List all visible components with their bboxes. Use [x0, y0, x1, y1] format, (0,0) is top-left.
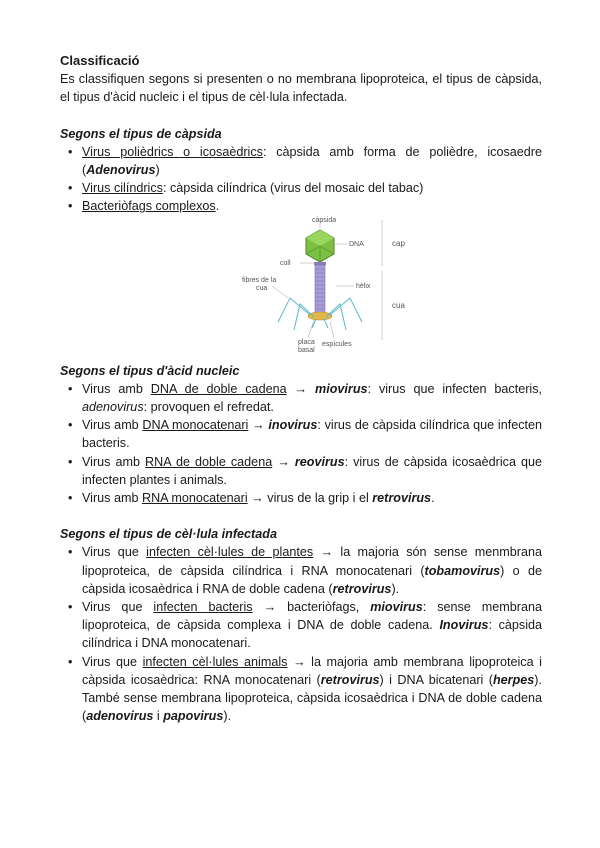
item-text: Virus amb	[82, 491, 142, 506]
item-text: → bacteriòfags,	[252, 600, 371, 615]
list-item	[60, 598, 542, 653]
item-text: : càpsida cilíndrica (virus del mosaic del tabac)	[162, 181, 424, 196]
nucleic-heading: Segons el tipus d'àcid nucleic	[60, 363, 240, 378]
term: infecten bacteris	[153, 600, 253, 615]
list-item	[60, 179, 542, 197]
item-text: : càpsida cilíndrica i DNA monocatenari.	[82, 618, 542, 651]
page-title: Classificació	[60, 53, 140, 68]
item-text: ) o de càpsida icosaèdrica i RNA de doble cadena (	[82, 563, 542, 596]
label-fibres-1: fibres de la	[242, 276, 277, 284]
label-placa-1: placa	[298, 338, 315, 346]
list-item	[60, 143, 542, 179]
item-text: Virus amb	[82, 418, 143, 433]
label-cua: cua	[392, 300, 405, 310]
item-text: ).	[391, 581, 400, 596]
bold-term: retrovirus	[372, 491, 432, 506]
label-dna: DNA	[349, 240, 364, 248]
item-text: : virus de càpsida cilíndrica que infecten bacteris.	[82, 418, 543, 451]
bold-term: papovirus	[163, 709, 224, 724]
cell-heading: Segons el tipus de cèl·lula infectada	[60, 527, 277, 542]
bacteriophage-diagram	[242, 216, 422, 354]
italic-term: adenovirus	[82, 400, 144, 415]
capsid-heading: Segons el tipus de càpsida	[60, 126, 222, 141]
item-text: → la majoria són sense menmbrana lipoproteica, de càpsida cilíndrica i RNA monocatenari (	[82, 545, 542, 578]
item-text: .	[215, 199, 220, 214]
item-text: → la majoria amb membrana lipoproteica i càpsida icosaèdrica: RNA monocatenari (	[82, 654, 542, 687]
item-text: Virus amb	[82, 454, 146, 469]
item-text: Virus que	[82, 545, 147, 560]
bold-term: retrovirus	[332, 581, 392, 596]
capsid-list	[60, 143, 542, 216]
bold-term: retrovirus	[320, 672, 380, 687]
item-text: i	[153, 709, 164, 724]
term: infecten cèl·lules de plantes	[146, 545, 314, 560]
label-cap: cap	[392, 238, 405, 248]
term: DNA de doble cadena	[150, 381, 287, 396]
label-helix: hèlix	[356, 282, 371, 290]
term: DNA monocatenari	[142, 418, 249, 433]
item-text: ).	[223, 709, 232, 724]
item-text: ) i DNA bicatenari (	[379, 672, 493, 687]
collar	[314, 262, 326, 265]
label-placa-2: basal	[298, 346, 315, 354]
bold-term: tobamovirus	[424, 563, 501, 578]
nucleic-list	[60, 380, 542, 507]
bacteriophage-figure	[60, 216, 542, 354]
item-text: : virus que infecten bacteris,	[367, 381, 543, 396]
item-text: virus de la grip i el	[267, 491, 373, 506]
term: Virus cilíndrics	[82, 181, 163, 196]
arrow: →	[272, 454, 295, 469]
item-text: .	[431, 491, 435, 506]
intro-paragraph: Es classifiquen segons si presenten o no membrana lipoproteica, el tipus de càpsida, el tipus d'àcid nucleic i el tipus de cèl·lula infectada.	[60, 72, 542, 105]
term: Virus polièdrics o icosaèdrics	[82, 144, 263, 159]
list-item	[60, 416, 542, 452]
item-text: : virus de càpsida icosaèdrica que infecten plantes i animals.	[82, 454, 543, 487]
bold-term: inovirus	[268, 418, 318, 433]
term: infecten cèl·lules animals	[142, 654, 288, 669]
bold-term: adenovirus	[86, 709, 154, 724]
item-text: : càpsida amb forma de polièdre, icosaedre (	[82, 144, 542, 178]
term: RNA monocatenari	[141, 491, 248, 506]
item-text: ). També sense membrana lipoproteica, càpsida icosaèdrica i DNA de doble cadena (	[82, 672, 542, 724]
list-item	[60, 453, 542, 489]
label-fibres-2: cua	[256, 284, 268, 292]
arrow: →	[247, 491, 268, 506]
list-item	[60, 197, 542, 215]
item-text: )	[155, 163, 160, 178]
bold-term: miovirus	[370, 600, 423, 615]
label-capsida: càpsida	[312, 216, 337, 224]
label-coll: coll	[280, 259, 291, 267]
item-text: Virus que	[82, 600, 154, 615]
list-item	[60, 380, 542, 416]
arrow: →	[286, 381, 316, 396]
item-text: : provoquen el refredat.	[143, 400, 274, 415]
cell-list	[60, 543, 542, 725]
term: RNA de doble cadena	[145, 454, 273, 469]
label-espicules: espícules	[322, 340, 352, 348]
bold-term: herpes	[492, 672, 535, 687]
bold-term: reovirus	[294, 454, 345, 469]
arrow: →	[248, 418, 269, 433]
item-text: Virus amb	[82, 381, 151, 396]
item-text: : sense membrana lipoproteica, de càpsida complexa i DNA de doble cadena.	[82, 600, 542, 633]
list-item	[60, 653, 542, 726]
list-item	[60, 543, 542, 598]
list-item	[60, 489, 542, 507]
base-plate	[308, 312, 332, 320]
document-page	[60, 52, 542, 725]
bold-term: Adenovirus	[86, 163, 156, 178]
item-text: Virus que	[82, 654, 143, 669]
bold-term: miovirus	[315, 381, 368, 396]
bold-term: Inovirus	[439, 618, 489, 633]
term: Bacteriòfags complexos	[82, 199, 216, 214]
